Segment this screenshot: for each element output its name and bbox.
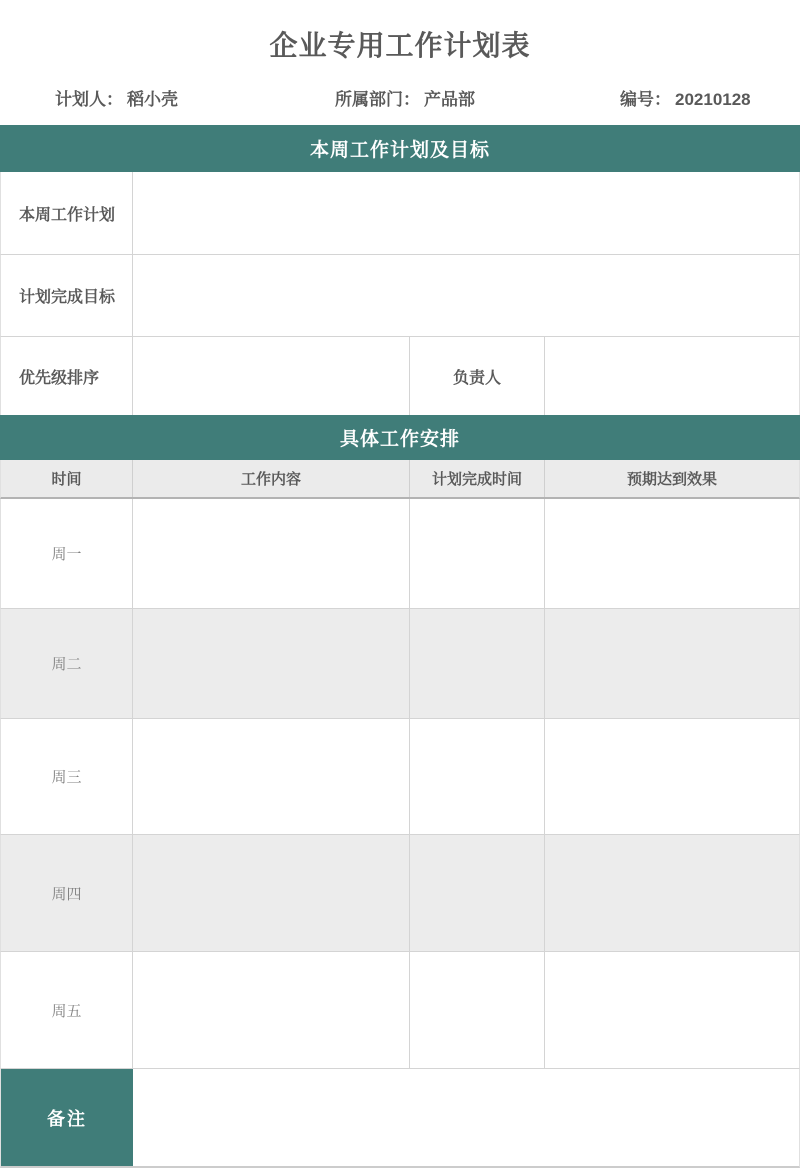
weekly-plan-input-cell[interactable]: [133, 172, 799, 254]
info-row: [0, 85, 800, 109]
column-header-time: 时间: [1, 460, 133, 497]
tuesday-content-cell[interactable]: [133, 609, 410, 718]
plan-table: [0, 125, 800, 1168]
day-label-thursday: 周四: [1, 835, 133, 951]
monday-content-cell[interactable]: [133, 499, 410, 608]
number-value: 20210128: [675, 90, 751, 109]
schedule-header-row: [0, 460, 800, 499]
table-row-monday: [0, 499, 800, 609]
priority-input-cell[interactable]: [133, 337, 410, 415]
thursday-finish-time-cell[interactable]: [410, 835, 545, 951]
table-row-goal: [0, 255, 800, 337]
column-header-effect: 预期达到效果: [626, 471, 717, 488]
table-row-remarks: [0, 1069, 800, 1168]
wednesday-content-cell[interactable]: [133, 719, 410, 834]
day-label-monday: 周一: [1, 499, 133, 608]
planner-field: [55, 85, 178, 110]
priority-label: 优先级排序: [1, 337, 133, 415]
number-label: 编号：: [620, 90, 671, 109]
table-row-friday: [0, 952, 800, 1069]
day-label-wednesday: 周三: [1, 719, 133, 834]
thursday-content-cell[interactable]: [133, 835, 410, 951]
friday-effect-cell[interactable]: [545, 952, 799, 1068]
wednesday-effect-cell[interactable]: [545, 719, 799, 834]
owner-input-cell[interactable]: [545, 337, 799, 415]
friday-content-cell[interactable]: [133, 952, 410, 1068]
day-label-friday: 周五: [1, 952, 133, 1068]
column-header-finish-time: 计划完成时间: [410, 460, 545, 497]
table-row-priority: [0, 337, 800, 415]
table-row-weekly-plan: [0, 172, 800, 255]
monday-effect-cell[interactable]: [545, 499, 799, 608]
department-field: [335, 85, 475, 110]
planner-value: 稻小壳: [127, 90, 178, 109]
department-label: 所属部门：: [335, 90, 420, 109]
table-row-wednesday: [0, 719, 800, 835]
monday-finish-time-cell[interactable]: [410, 499, 545, 608]
column-header-content: 工作内容: [133, 460, 410, 497]
day-label-tuesday: 周二: [1, 609, 133, 718]
department-value: 产品部: [424, 90, 475, 109]
tuesday-finish-time-cell[interactable]: [410, 609, 545, 718]
friday-finish-time-cell[interactable]: [410, 952, 545, 1068]
remarks-label: 备注: [1, 1069, 133, 1166]
wednesday-finish-time-cell[interactable]: [410, 719, 545, 834]
owner-label: 负责人: [410, 337, 545, 415]
table-row-thursday: [0, 835, 800, 952]
section2-header-band: 具体工作安排: [0, 415, 800, 460]
page-title: 企业专用工作计划表: [269, 30, 531, 61]
tuesday-effect-cell[interactable]: [545, 609, 799, 718]
thursday-effect-cell[interactable]: [545, 835, 799, 951]
goal-label: 计划完成目标: [1, 255, 133, 336]
goal-input-cell[interactable]: [133, 255, 799, 336]
number-field: [620, 85, 751, 110]
table-row-tuesday: [0, 609, 800, 719]
weekly-plan-label: 本周工作计划: [1, 172, 133, 254]
remarks-input-cell[interactable]: [133, 1069, 799, 1166]
planner-label: 计划人：: [55, 90, 123, 109]
section1-header-band: 本周工作计划及目标: [0, 125, 800, 172]
